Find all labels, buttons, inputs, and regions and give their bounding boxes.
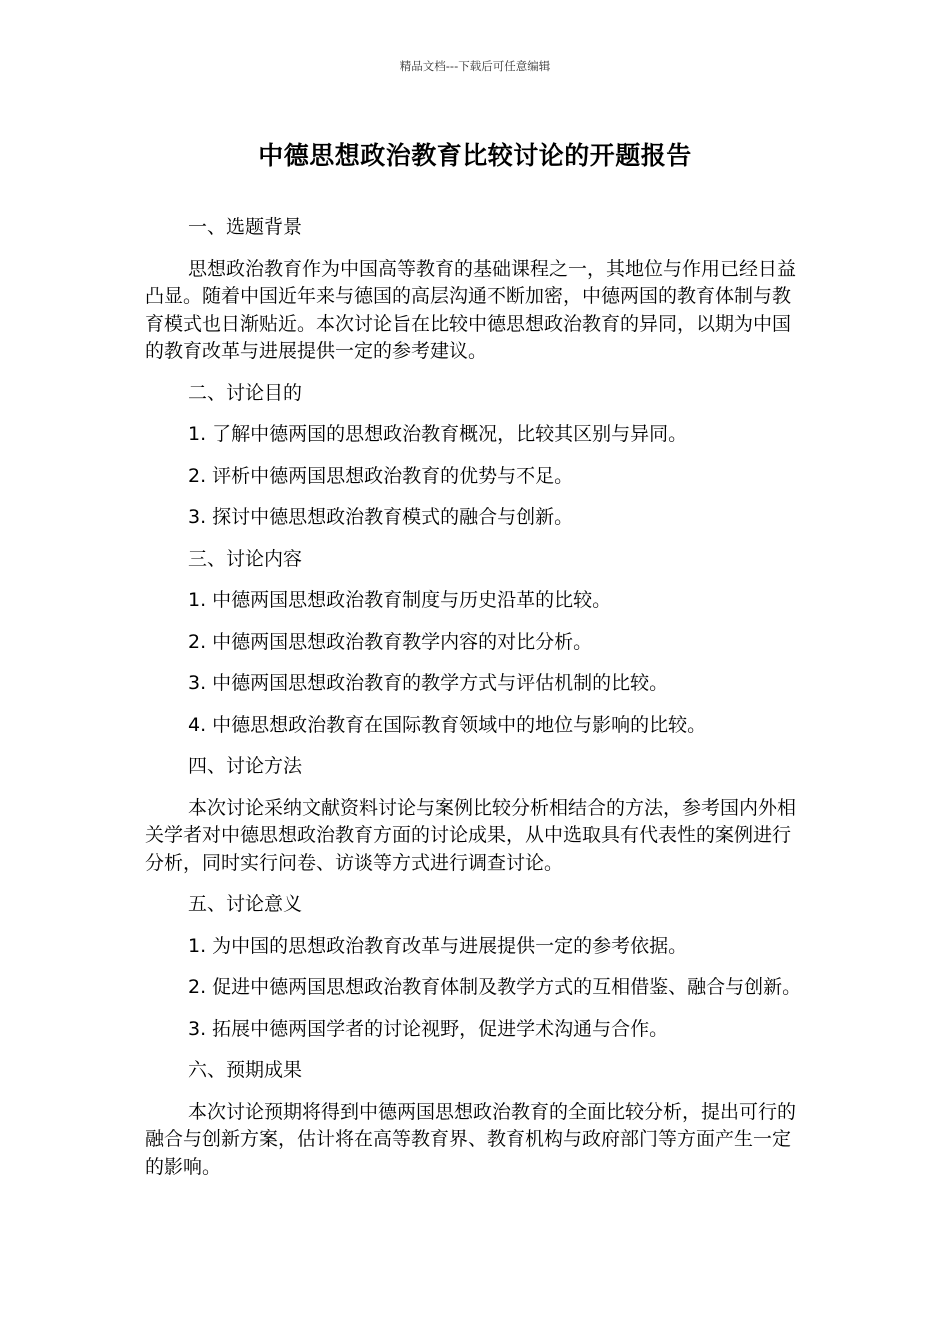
list-item: 1. 为中国的思想政治教育改革与进展提供一定的参考依据。 — [188, 934, 688, 957]
list-item: 2. 促进中德两国思想政治教育体制及教学方式的互相借鉴、融合与创新。 — [188, 976, 802, 998]
section-heading-method: 四、讨论方法 — [188, 755, 303, 777]
document-body — [145, 214, 805, 1181]
page-title: 中德思想政治教育比较讨论的开题报告 — [258, 141, 692, 170]
section-heading-outcomes: 六、预期成果 — [188, 1059, 303, 1081]
list-item: 3. 探讨中德思想政治教育模式的融合与创新。 — [188, 506, 574, 528]
header-note: 精品文档---下载后可任意编辑 — [399, 59, 551, 73]
list-item: 2. 中德两国思想政治教育教学内容的对比分析。 — [188, 630, 593, 653]
paragraph-background: 思想政治教育作为中国高等教育的基础课程之一，其地位与作用已经日益凸显。随着中国近年来与德国的高层沟通不断加密，中德两国的教育体制与教育模式也日渐贴近。本次讨论旨在比较中德思想政治教育的异同，以期为中国的教育改革与进展提供一定的参考建议。 — [145, 257, 797, 362]
list-item: 1. 了解中德两国的思想政治教育概况，比较其区别与异同。 — [188, 423, 688, 445]
list-item: 4. 中德思想政治教育在国际教育领域中的地位与影响的比较。 — [188, 713, 707, 736]
list-item: 1. 中德两国思想政治教育制度与历史沿革的比较。 — [188, 589, 612, 611]
section-heading-content: 三、讨论内容 — [188, 547, 303, 570]
list-item: 3. 拓展中德两国学者的讨论视野，促进学术沟通与合作。 — [188, 1017, 669, 1040]
section-heading-background: 一、选题背景 — [188, 216, 303, 238]
paragraph-outcomes: 本次讨论预期将得到中德两国思想政治教育的全面比较分析，提出可行的融合与创新方案，估计将在高等教育界、教育机构与政府部门等方面产生一定的影响。 — [145, 1100, 797, 1178]
list-item: 3. 中德两国思想政治教育的教学方式与评估机制的比较。 — [188, 672, 669, 694]
list-item: 2. 评析中德两国思想政治教育的优势与不足。 — [188, 464, 574, 487]
section-heading-significance: 五、讨论意义 — [188, 893, 303, 915]
section-heading-purpose: 二、讨论目的 — [188, 381, 303, 404]
paragraph-method: 本次讨论采纳文献资料讨论与案例比较分析相结合的方法，参考国内外相关学者对中德思想政治教育方面的讨论成果，从中选取具有代表性的案例进行分析，同时实行问卷、访谈等方式进行调查讨论。 — [145, 796, 797, 874]
